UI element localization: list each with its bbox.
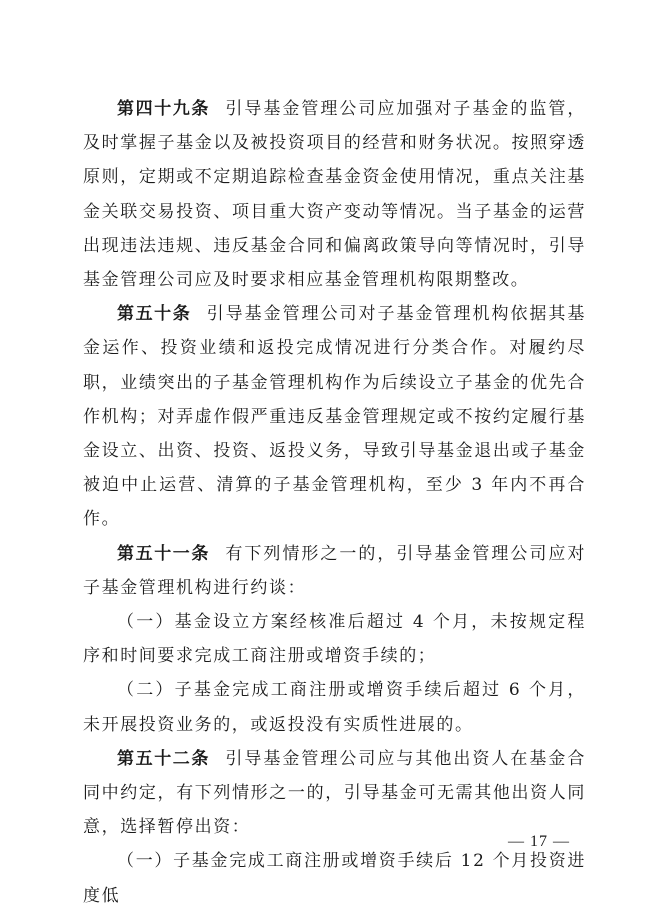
list-item-text: （一）基金设立方案经核准后超过 4 个月，未按规定程序和时间要求完成工商注册或增资手续的； — [83, 612, 586, 667]
article-heading: 第四十九条 — [117, 99, 211, 119]
article-52-item-1 — [83, 844, 586, 912]
article-heading: 第五十二条 — [117, 748, 211, 769]
list-item-text: （一）子基金完成工商注册或增资手续后 12 个月投资进度低 — [83, 851, 586, 906]
article-text: 引导基金管理公司对子基金管理机构依据其基金运作、投资业绩和返投完成情况进行分类合作。对履约尽职，业绩突出的子基金管理机构作为后续设立子基金的优先合作机构；对弄虚作假严重违反基金管理规定或不按约定履行基金设立、出资、投资、返投义务，导致引导基金退出或子基金被迫中止运营、清算的子基金管理机构，至少 3 年内不再合作。 — [83, 304, 586, 530]
article-51 — [83, 537, 586, 605]
article-text: 有下列情形之一的，引导基金管理公司应对子基金管理机构进行约谈： — [83, 543, 587, 598]
article-49 — [83, 92, 586, 297]
article-heading: 第五十一条 — [117, 543, 211, 564]
article-51-item-2 — [83, 673, 586, 741]
article-52 — [83, 742, 586, 845]
article-text: 引导基金管理公司应与其他出资人在基金合同中约定，有下列情形之一的，引导基金可无需其他出资人同意，选择暂停出资： — [83, 748, 587, 838]
article-text: 引导基金管理公司应加强对子基金的监管，及时掌握子基金以及被投资项目的经营和财务状况。按照穿透原则，定期或不定期追踪检查基金资金使用情况，重点关注基金关联交易投资、项目重大资产变动等情况。当子基金的运营出现违法违规、违反基金合同和偏离政策导向等情况时，引导基金管理公司应及时要求相应基金管理机构限期整改。 — [83, 99, 587, 291]
list-item-text: （二）子基金完成工商注册或增资手续后超过 6 个月，未开展投资业务的，或返投没有实质性进展的。 — [83, 680, 586, 735]
document-body — [83, 92, 586, 913]
page-number: — 17 — — [508, 833, 570, 850]
article-51-item-1 — [83, 605, 586, 673]
article-50 — [83, 297, 586, 536]
article-heading: 第五十条 — [117, 304, 192, 325]
